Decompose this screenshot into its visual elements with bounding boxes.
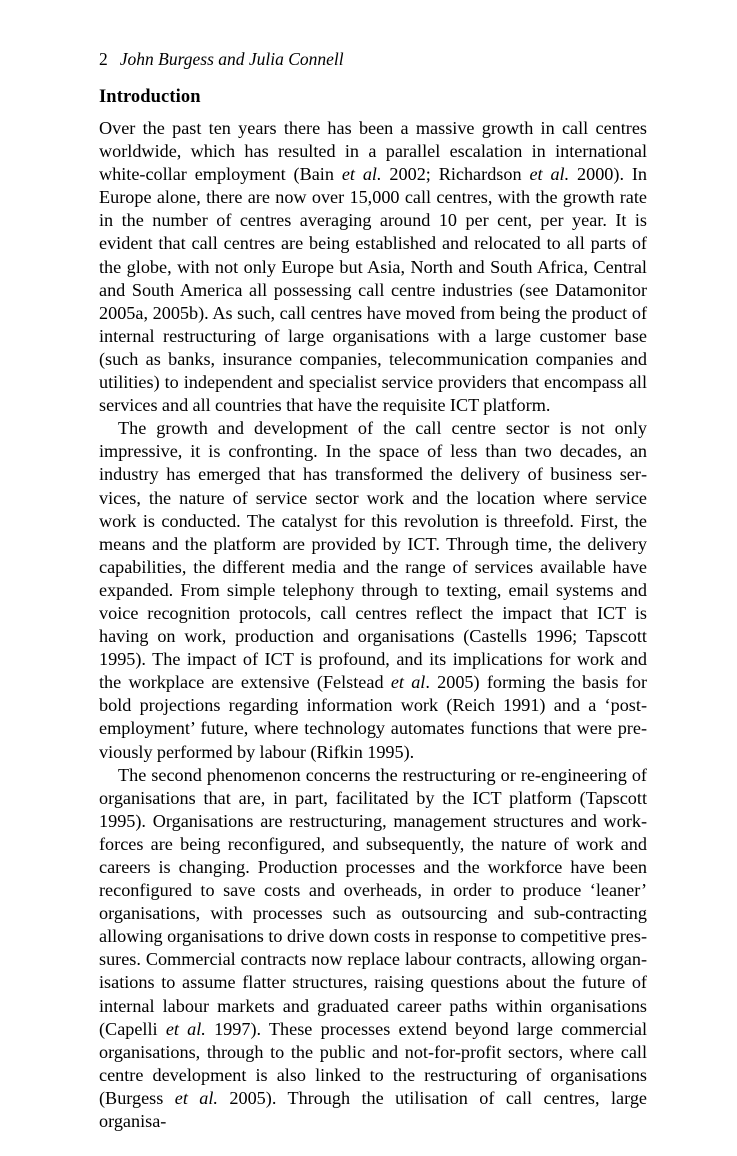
citation-et-al: et al. [174,1087,218,1108]
paragraph-2-text-a: The growth and development of the call centre sector is not only impressive, it is confronting. In the space of less than two decades, an industry has emerged that has transformed the delivery of business services, the nature of service sector work and the location where service work is conducted. The catalyst for this revolution is threefold. First, the means and the platform are provided by ICT. Through time, the delivery capabilities, the different media and the range of services available have expanded. From simple telephony through to texting, email systems and voice recognition protocols, call centres reflect the impact that ICT is having on work, production and organisations (Castells 1996; Tapscott 1995). The impact of ICT is profound, and its implications for work and the workplace are extensive (Felstead [99,418,647,693]
paragraph-3-text-c: 2005). Through the utilisation of call centres, large organisa- [99,1087,647,1132]
paragraph-3-text-a: The second phenomenon concerns the restructuring or re-engineering of organisations that are, in part, facilitated by the ICT platform (Tapscott 1995). Organisations are restructuring, management structures and workforces are being reconfigured, and subsequently, the nature of work and careers is changing. Production processes and the workforce have been reconfigured to save costs and overheads, in order to produce ‘leaner’ organisations, with processes such as outsourcing and sub-contracting allowing organisations to drive down costs in response to competitive pressures. Commercial contracts now replace labour contracts, allowing organisations to assume flatter structures, raising questions about the future of internal labour markets and graduated career paths within organisations (Capelli [99,764,647,1039]
paragraph-1-text-b: 2002; Richardson [381,164,530,185]
paragraph-1-text-c: 2000). In Europe alone, there are now over 15,000 call centres, with the growth rate in the number of centres averaging around 10 per cent, per year. It is evident that call centres are being established and relocated to all parts of the globe, with not only Europe but Asia, North and South Africa, Central and South America all possessing call centre industries (see Datamonitor 2005a, 2005b). As such, call centres have moved from being the product of internal restructuring of large organisations with a large customer base (such as banks, insurance companies, telecommunication companies and utilities) to independent and specialist service providers that encompass all services and all countries that have the requisite ICT platform. [99,164,648,416]
citation-et-al: et al. [165,1018,206,1039]
running-head-authors: John Burgess and Julia Connell [119,49,344,69]
paragraph-3 [99,764,647,1156]
citation-et-al: et al. [529,164,570,185]
running-head [99,48,647,70]
page-text-block [99,48,647,1156]
citation-et-al: et al [390,672,426,693]
paragraph-2 [99,417,647,763]
paragraph-1 [99,117,647,417]
paragraph-2-text-b: . 2005) forming the basis for bold projections regarding information work (Reich 1991) and a ‘postemployment’ future, where technology automates functions that were previously performed by labour (Rifkin 1995). [99,672,648,762]
paragraph-3-text-b: 1997). These processes extend beyond large commercial organisations, through to the public and not-for-profit sectors, where call centre development is also linked to the restructuring of organisations (Burgess [99,1018,648,1108]
page-number: 2 [99,49,108,69]
section-heading-introduction: Introduction [99,87,201,107]
citation-et-al: et al. [341,164,382,185]
paragraph-1-text-a: Over the past ten years there has been a massive growth in call centres worldwide, which has resulted in a parallel escalation in international white-collar employment (Bain [99,118,647,185]
